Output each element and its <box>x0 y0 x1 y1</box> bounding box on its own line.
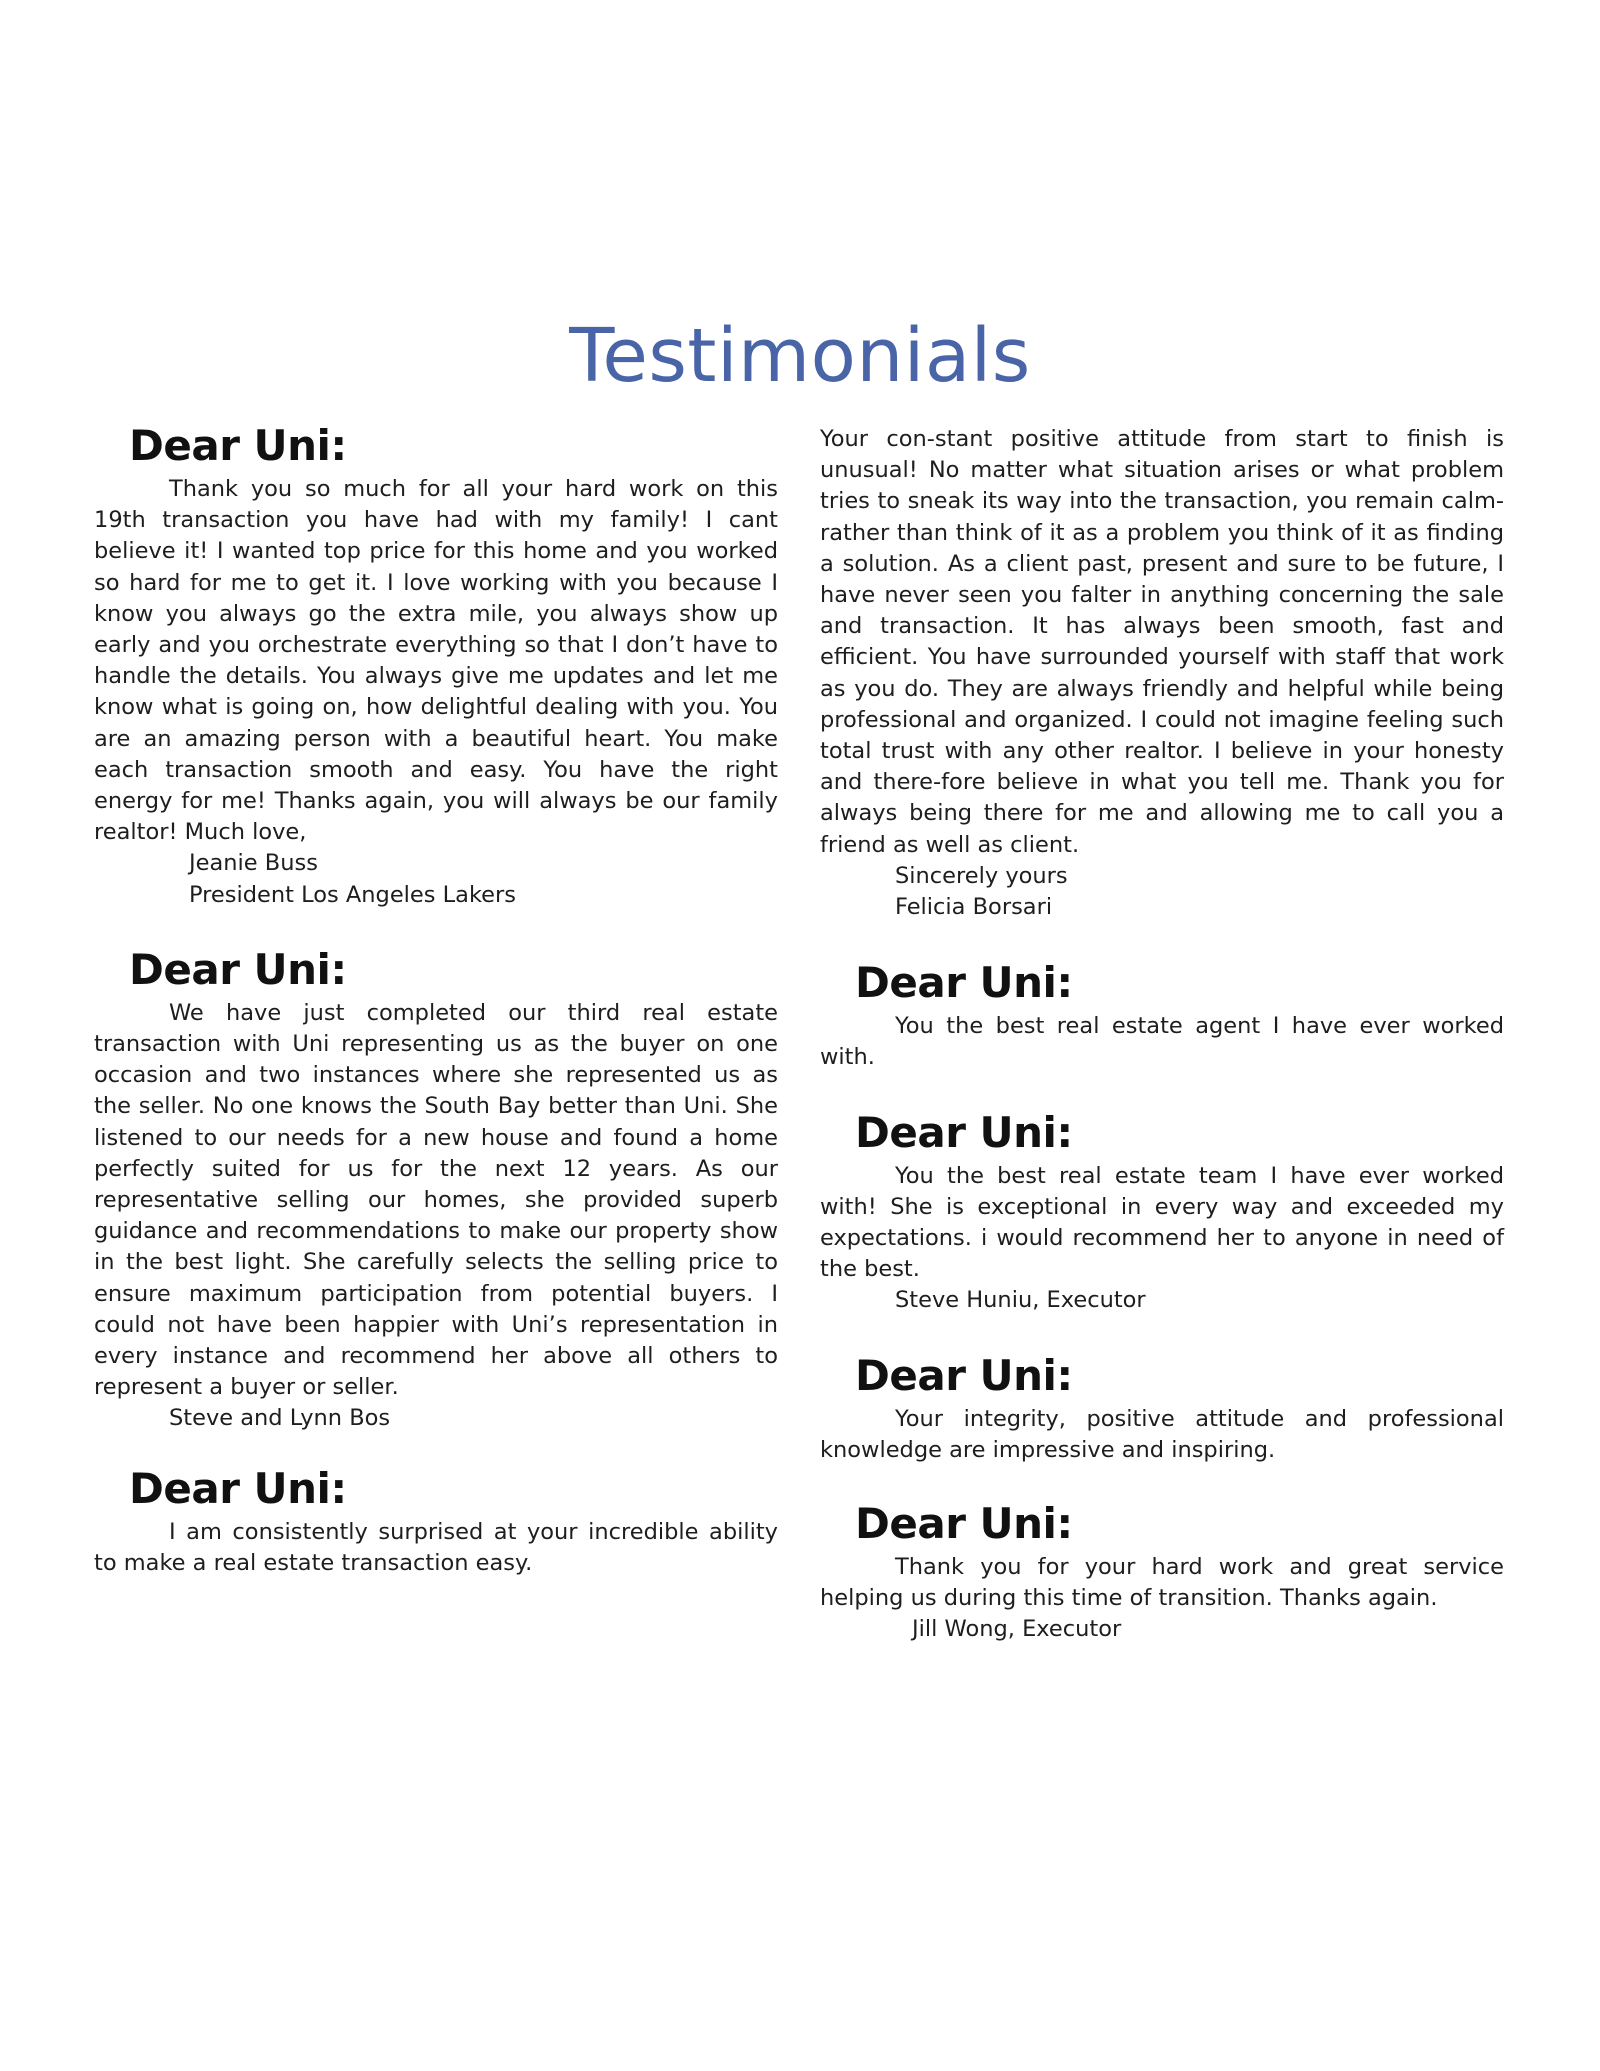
testimonial-felicia-borsari <box>820 424 1504 923</box>
signature-name: Jeanie Buss <box>189 850 318 877</box>
page-title: Testimonials <box>569 313 1031 399</box>
testimonial-body: Thank you so much for all your hard work on this 19th transaction you have had with my family! I cant believe it! I wanted top price for this home and you worked so hard for me to get it. I love working with you because I know you always go the extra mile, you always show up early and you orchestrate everything so that I don’t have to handle the details. You always give me updates and let me know what is going on, how delightful dealing with you. You are an amazing person with a beautiful heart. You make each transaction smooth and easy. You have the right energy for me! Thanks again, you will always be our family realtor! Much love, <box>94 476 778 846</box>
testimonial-body: You the best real estate agent I have ever worked with. <box>820 1013 1504 1071</box>
salutation: Dear Uni: <box>129 421 347 470</box>
testimonial-body: I am consistently surprised at your incredible ability to make a real estate transaction easy. <box>94 1518 778 1576</box>
testimonial-integrity <box>820 1348 1504 1466</box>
testimonial-steve-huniu <box>820 1105 1504 1317</box>
salutation: Dear Uni: <box>129 1463 347 1513</box>
signature-title: President Los Angeles Lakers <box>189 881 516 908</box>
salutation: Dear Uni: <box>129 944 347 994</box>
signature-name: Jill Wong, Executor <box>912 1616 1122 1643</box>
salutation: Dear Uni: <box>855 1350 1073 1400</box>
testimonial-body: You the best real estate team I have ever worked with! She is exceptional in every way and exceeded my expectations. i would recommend her to anyone in need of the best. <box>820 1162 1504 1283</box>
testimonial-body: We have just completed our third real estate transaction with Uni representing us as the buyer on one occasion and two instances where she represented us as the seller. No one knows the South Bay better than Uni. She listened to our needs for a new house and found a home perfectly suited for us for the next 12 years. As our representative selling our homes, she provided superb guidance and recommendations to make our property show in the best light. She carefully selects the selling price to ensure maximum participation from potential buyers. I could not have been happier with Uni’s representation in every instance and recommend her above all others to represent a buyer or seller. <box>94 999 778 1401</box>
signature-name: Steve Huniu, Executor <box>895 1287 1146 1314</box>
testimonial-body: Thank you for your hard work and great service helping us during this time of transition. Thanks again. <box>820 1554 1504 1612</box>
salutation: Dear Uni: <box>855 1107 1073 1157</box>
testimonial-jill-wong <box>820 1496 1504 1646</box>
testimonial-best-agent <box>820 955 1504 1073</box>
salutation: Dear Uni: <box>855 1499 1073 1549</box>
right-column <box>820 424 1504 1646</box>
testimonial-steve-lynn-bos <box>94 942 778 1435</box>
salutation: Dear Uni: <box>855 958 1073 1008</box>
testimonial-body: Your integrity, positive attitude and professional knowledge are impressive and inspiring. <box>820 1405 1504 1463</box>
signature-name: Steve and Lynn Bos <box>169 1405 391 1432</box>
testimonial-jeanie-buss <box>94 418 778 911</box>
signature-closing: Sincerely yours <box>895 862 1068 889</box>
testimonial-consistently-surprised <box>94 1461 778 1579</box>
testimonial-body: Your con-stant positive attitude from start to finish is unusual! No matter what situation arises or what problem tries to sneak its way into the transaction, you remain calm-rather than think of it as a problem you think of it as finding a solution. As a client past, present and sure to be future, I have never seen you falter in anything concerning the sale and transaction. It has always been smooth, fast and efficient. You have surrounded yourself with staff that work as you do. They are always friendly and helpful while being professional and organized. I could not imagine feeling such total trust with any other realtor. I believe in your honesty and there-fore believe in what you tell me. Thank you for always being there for me and allowing me to call you a friend as well as client. <box>820 426 1504 858</box>
signature-name: Felicia Borsari <box>895 894 1053 921</box>
left-column <box>94 418 778 1579</box>
